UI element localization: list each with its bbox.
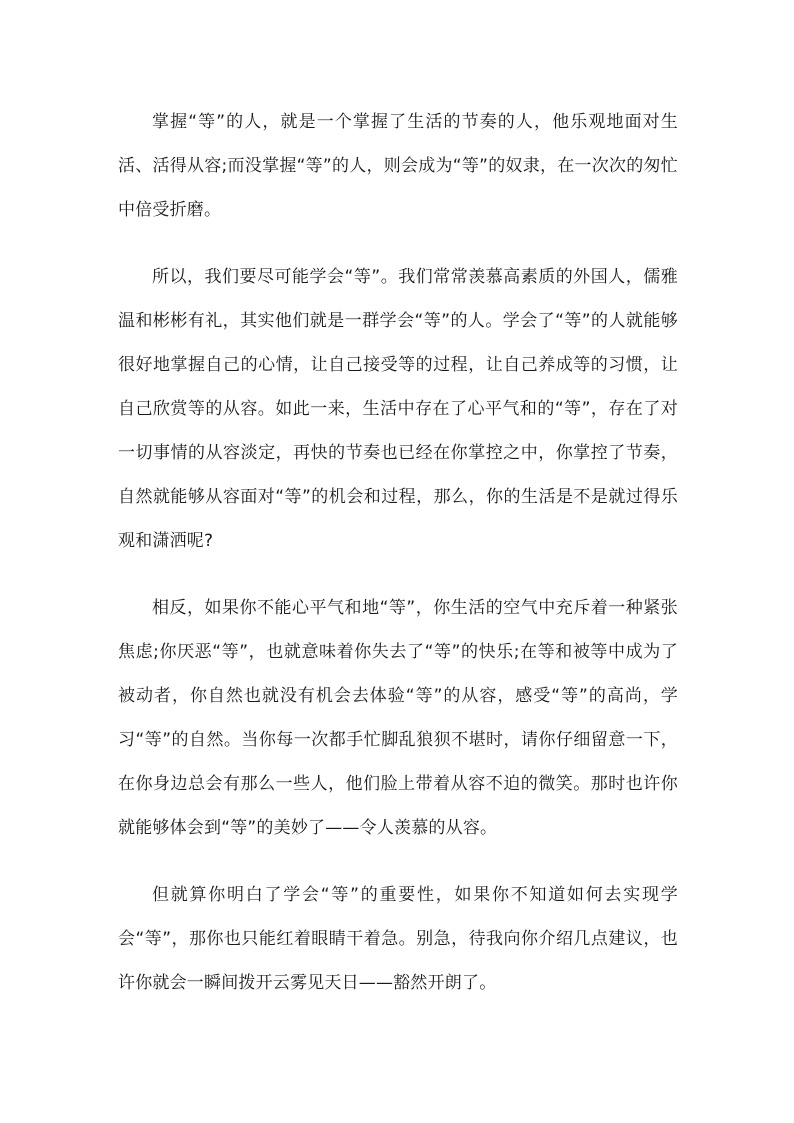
paragraph-4: 但就算你明白了学会“等”的重要性，如果你不知道如何去实现学会“等”，那你也只能红着眼睛干着急。别急，待我向你介绍几点建议，也许你就会一瞬间拨开云雾见天日——豁然开朗了。 bbox=[118, 885, 678, 993]
document-body bbox=[118, 100, 678, 1028]
paragraph-3: 相反，如果你不能心平气和地“等”，你生活的空气中充斥着一种紧张焦虑;你厌恶“等”，也就意味着你失去了“等”的快乐;在等和被等中成为了被动者，你自然也就没有机会去体验“等”的从容，感受“等”的高尚，学习“等”的自然。当你每一次都手忙脚乱狼狈不堪时，请你仔细留意一下，在你身边总会有那么一些人，他们脸上带着从容不迫的微笑。那时也许你就能够体会到“等”的美妙了——令人羡慕的从容。 bbox=[118, 598, 678, 838]
paragraph-1: 掌握“等”的人，就是一个掌握了生活的节奏的人，他乐观地面对生活、活得从容;而没掌握“等”的人，则会成为“等”的奴隶，在一次次的匆忙中倍受折磨。 bbox=[118, 112, 678, 220]
paragraph-2: 所以，我们要尽可能学会“等”。我们常常羡慕高素质的外国人，儒雅温和彬彬有礼，其实他们就是一群学会“等”的人。学会了“等”的人就能够很好地掌握自己的心情，让自己接受等的过程，让自己养成等的习惯，让自己欣赏等的从容。如此一来，生活中存在了心平气和的“等”，存在了对一切事情的从容淡定，再快的节奏也已经在你掌控之中，你掌控了节奏，自然就能够从容面对“等”的机会和过程，那么，你的生活是不是就过得乐观和潇洒呢? bbox=[118, 267, 678, 551]
